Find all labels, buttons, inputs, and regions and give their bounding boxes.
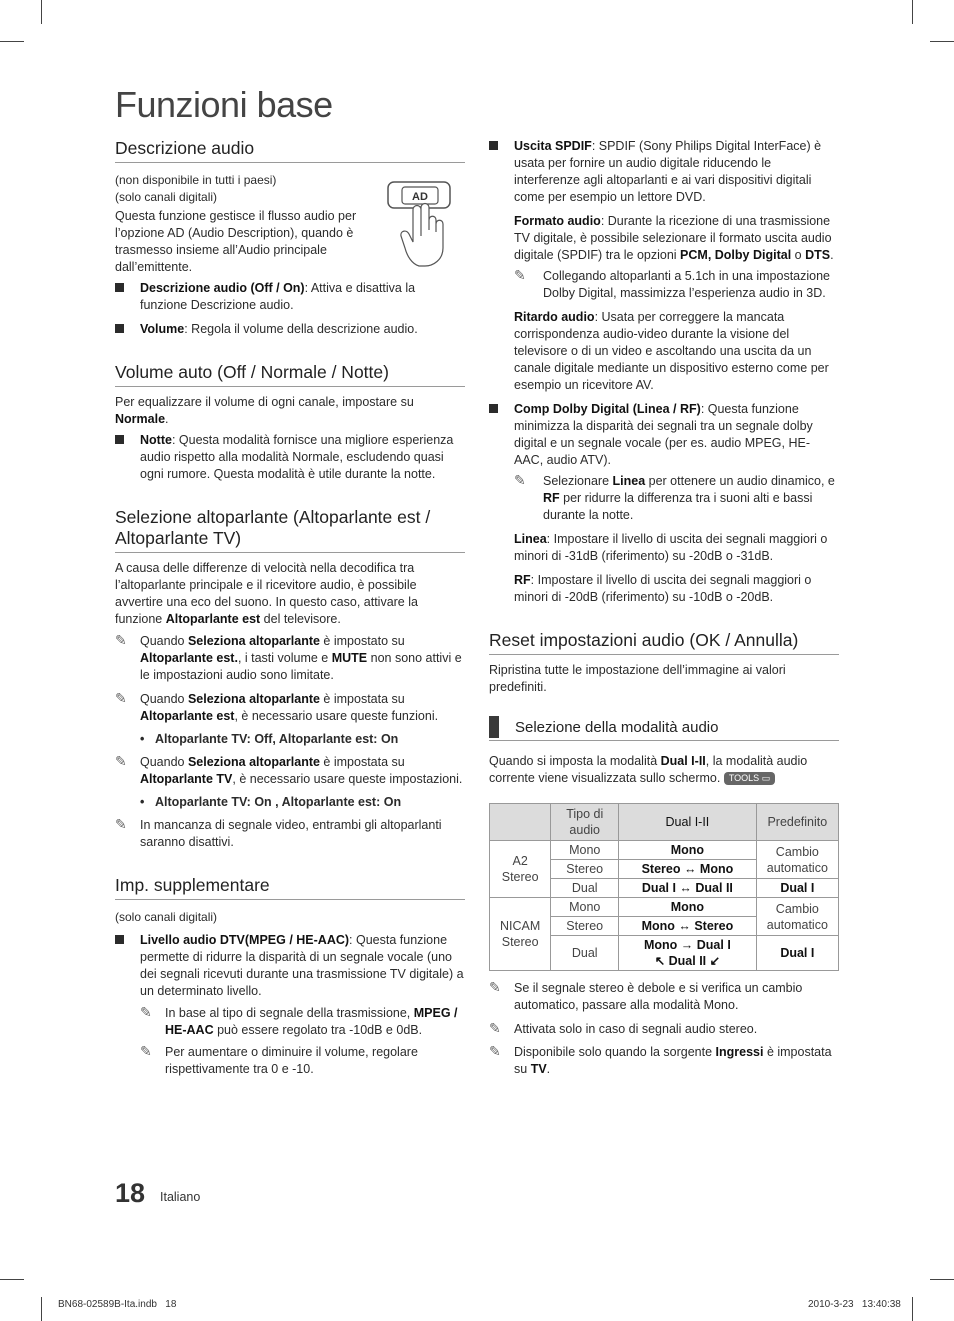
table-cell: Stereo ↔ Mono bbox=[619, 860, 757, 879]
print-file-info: BN68-02589B-Ita.indb 18 bbox=[58, 1299, 177, 1310]
right-column bbox=[489, 138, 839, 1078]
table-cell: Stereo bbox=[551, 860, 619, 879]
audio-delay-text: Ritardo audio: Usata per correggere la mancata corrispondenza audio-video durante la visione del televisore o di un video e ascoltando una uscita da un canale digitale mediante un dispositivo esterno come per esempio un ricevitore AV. bbox=[514, 310, 829, 392]
table-cell: Dual I bbox=[756, 879, 838, 898]
auto-volume-text: Per equalizzare il volume di ogni canale, impostare su Normale. bbox=[115, 395, 414, 426]
bullet-square-icon bbox=[115, 435, 124, 444]
list-item: Comp Dolby Digital (Linea / RF): Questa funzione minimizza la disparità dei segnali tra un segnale dolby digital e un segnale vocale (per es. audio MPEG, HE-AAC, audio ATV). bbox=[489, 401, 839, 469]
table-cell: Dual I ↔ Dual II bbox=[619, 879, 757, 898]
table-cell: Mono bbox=[551, 898, 619, 917]
table-row bbox=[490, 841, 839, 860]
section-title-auto-volume: Volume auto (Off / Normale / Notte) bbox=[115, 362, 465, 387]
bullet-square-icon bbox=[115, 324, 124, 333]
note-pencil-icon: ✎ bbox=[115, 753, 127, 769]
crop-mark bbox=[0, 1279, 24, 1280]
crop-mark bbox=[41, 1297, 42, 1321]
table-cell: Mono bbox=[619, 841, 757, 860]
bullet-square-icon bbox=[489, 141, 498, 150]
bullet-square-icon bbox=[115, 283, 124, 292]
table-cell: Dual I bbox=[756, 936, 838, 971]
list-item: Descrizione audio (Off / On): Attiva e disattiva la funzione Descrizione audio. bbox=[115, 280, 465, 314]
table-cell: Mono bbox=[619, 898, 757, 917]
table-header-cell: Predefinito bbox=[756, 804, 838, 841]
note-item: ✎ In base al tipo di segnale della trasmissione, MPEG / HE-AAC può essere regolato tra -10dB e 0dB. bbox=[140, 1004, 458, 1037]
heading-bar bbox=[489, 716, 499, 738]
section-title-reset-audio: Reset impostazioni audio (OK / Annulla) bbox=[489, 630, 839, 655]
note-pencil-icon: ✎ bbox=[489, 1020, 501, 1036]
note-item: ✎ Quando Seleziona altoparlante è impostata su Altoparlante est, è necessario usare queste funzioni. bbox=[115, 690, 439, 723]
digital-only-note: (solo canali digitali) bbox=[115, 910, 218, 924]
note-pencil-icon: ✎ bbox=[115, 816, 127, 832]
availability-note: (non disponibile in tutti i paesi) bbox=[115, 173, 277, 187]
subsection-title-audio-mode: Selezione della modalità audio bbox=[489, 716, 839, 741]
bullet-dot-icon: • bbox=[140, 732, 145, 746]
table-header-cell bbox=[490, 804, 551, 841]
table-cell: Mono → Dual I ↖ Dual II ↙ bbox=[619, 936, 757, 971]
crop-mark bbox=[912, 0, 913, 24]
bullet-dot-icon: • bbox=[140, 795, 145, 809]
table-header-cell: Tipo di audio bbox=[551, 804, 619, 841]
reset-audio-text: Ripristina tutte le impostazione dell’immagine ai valori predefiniti. bbox=[489, 663, 786, 694]
note-pencil-icon: ✎ bbox=[115, 632, 127, 648]
table-cell: Mono ↔ Stereo bbox=[619, 917, 757, 936]
group-label: NICAM Stereo bbox=[490, 898, 551, 971]
page-number: 18 bbox=[115, 1178, 146, 1208]
crop-mark bbox=[930, 1279, 954, 1280]
audio-mode-intro: Quando si imposta la modalità Dual I-II, la modalità audio corrente viene visualizzata sullo schermo. TOOLS ▭ bbox=[489, 754, 808, 785]
group-label: A2 Stereo bbox=[490, 841, 551, 898]
note-item: ✎ Attivata solo in caso di segnali audio stereo. bbox=[489, 1020, 758, 1036]
audio-mode-table bbox=[489, 803, 839, 971]
note-pencil-icon: ✎ bbox=[115, 690, 127, 706]
crop-mark bbox=[930, 41, 954, 42]
page-language: Italiano bbox=[160, 1190, 201, 1204]
note-item: ✎ In mancanza di segnale video, entrambi gli altoparlanti saranno disattivi. bbox=[115, 816, 442, 849]
note-item: ✎ Quando Seleziona altoparlante è impostata su Altoparlante TV, è necessario usare queste impostazioni. bbox=[115, 753, 463, 786]
crop-mark bbox=[0, 41, 24, 42]
note-pencil-icon: ✎ bbox=[514, 267, 526, 283]
list-item: Uscita SPDIF: SPDIF (Sony Philips Digital InterFace) è usata per fornire un audio digitale riducendo le interferenze agli altoparlanti e ai vari dispositivi digitali come per esempio un lettore DVD. bbox=[489, 138, 839, 206]
list-item: Livello audio DTV(MPEG / HE-AAC): Questa funzione permette di ridurre la disparità di un segnale vocale (uno dei segnali ricevuti durante una trasmissione TV digitale) a un determinato livello. bbox=[115, 932, 465, 1000]
crop-mark bbox=[41, 0, 42, 24]
note-item: ✎ Per aumentare o diminuire il volume, regolare rispettivamente tra 0 e -10. bbox=[140, 1043, 418, 1076]
table-cell: Dual bbox=[551, 879, 619, 898]
list-item: • Altoparlante TV: Off, Altoparlante est: On bbox=[140, 732, 399, 746]
table-row bbox=[490, 898, 839, 917]
list-item: Notte: Questa modalità fornisce una migliore esperienza audio rispetto alla modalità Normale, escludendo quasi ogni rumore. Questa modalità è utile durante la notte. bbox=[115, 432, 465, 483]
linea-text: Linea: Impostare il livello di uscita dei segnali maggiori o minori di -31dB (riferimento) su -20dB o -31dB. bbox=[514, 532, 828, 563]
left-column bbox=[115, 138, 465, 1078]
page-title: Funzioni base bbox=[115, 84, 333, 125]
list-item: • Altoparlante TV: On , Altoparlante est: On bbox=[140, 795, 402, 809]
rf-text: RF: Impostare il livello di uscita dei segnali maggiori o minori di -20dB (riferimento) su -10dB o -20dB. bbox=[514, 573, 812, 604]
tools-button-icon: TOOLS ▭ bbox=[724, 772, 775, 785]
table-cell: Cambio automatico bbox=[756, 841, 838, 879]
note-pencil-icon: ✎ bbox=[140, 1004, 152, 1020]
note-pencil-icon: ✎ bbox=[489, 979, 501, 995]
note-item: ✎ Se il segnale stereo è debole e si verifica un cambio automatico, passare alla modalità Mono. bbox=[489, 979, 803, 1012]
note-pencil-icon: ✎ bbox=[514, 472, 526, 488]
print-timestamp: 2010-3-23 13:40:38 bbox=[808, 1299, 901, 1310]
audio-description-intro: Questa funzione gestisce il flusso audio per l’opzione AD (Audio Description), quando è trasmesso insieme all’Audio principale dall’emittente. bbox=[115, 209, 357, 274]
section-title-extra-settings: Imp. supplementare bbox=[115, 875, 465, 900]
table-cell: Stereo bbox=[551, 917, 619, 936]
section-title-speaker-select: Selezione altoparlante (Altoparlante est / Altoparlante TV) bbox=[115, 507, 465, 553]
crop-mark bbox=[912, 1297, 913, 1321]
table-header-row bbox=[490, 804, 839, 841]
note-pencil-icon: ✎ bbox=[140, 1043, 152, 1059]
speaker-intro: A causa delle differenze di velocità nella decodifica tra l’altoparlante principale e il ricevitore audio, è possibile avvertire una eco del suono. In questo caso, attivare la funzione Altoparlante est del televisore. bbox=[115, 561, 418, 626]
table-header-cell: Dual I-II bbox=[619, 804, 757, 841]
note-item: ✎ Selezionare Linea per ottenere un audio dinamico, e RF per ridurre la differenza tra i suoni alti e bassi durante la notte. bbox=[514, 472, 835, 522]
table-cell: Mono bbox=[551, 841, 619, 860]
table-cell: Cambio automatico bbox=[756, 898, 838, 936]
audio-format-text: Formato audio: Durante la ricezione di una trasmissione TV digitale, è possibile selezionare il formato uscita audio digitale (SPDIF) tra le opzioni PCM, Dolby Digital o DTS. bbox=[514, 214, 834, 262]
bullet-square-icon bbox=[115, 935, 124, 944]
note-pencil-icon: ✎ bbox=[489, 1043, 501, 1059]
bullet-square-icon bbox=[489, 404, 498, 413]
note-item: ✎ Disponibile solo quando la sorgente Ingressi è impostata su TV. bbox=[489, 1043, 832, 1076]
list-item: Volume: Regola il volume della descrizione audio. bbox=[115, 321, 465, 338]
remote-ad-label: AD bbox=[412, 191, 428, 203]
note-item: ✎ Collegando altoparlanti a 5.1ch in una impostazione Dolby Digital, massimizza l’esperienza audio in 3D. bbox=[514, 267, 830, 300]
section-title-audio-description: Descrizione audio bbox=[115, 138, 465, 163]
note-item: ✎ Quando Seleziona altoparlante è impostato su Altoparlante est., i tasti volume e MUTE non sono attivi e le impostazioni audio sono limitate. bbox=[115, 632, 462, 682]
table-cell: Dual bbox=[551, 936, 619, 971]
digital-only-note: (solo canali digitali) bbox=[115, 190, 218, 204]
